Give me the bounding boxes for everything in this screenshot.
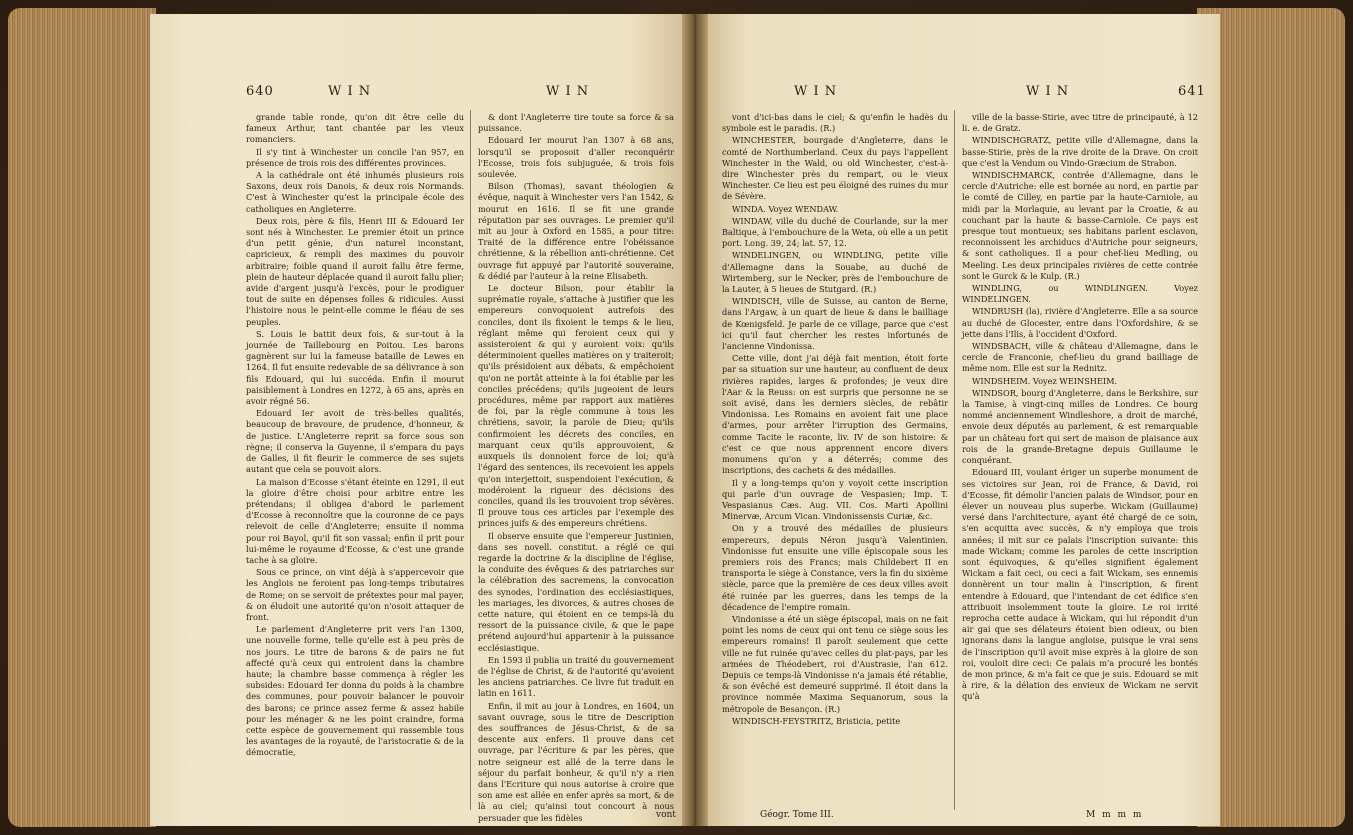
right-running-head-2: W I N [1026, 84, 1070, 99]
signature-footer: Géogr. Tome III. [760, 810, 834, 820]
text-paragraph: grande table ronde, qu'on dit être celle du fameux Arthur, tant chantée par les vieux romanciers. [246, 112, 464, 145]
text-paragraph: & dont l'Angleterre tire toute sa force & sa puissance. [478, 112, 674, 134]
left-running-head-1: W I N [328, 84, 372, 99]
text-paragraph: WINDLING, ou WINDLINGEN. Voyez WINDELINGEN. [962, 283, 1198, 305]
right-page [708, 14, 1220, 826]
text-paragraph: WINDISCHMARCK, contrée d'Allemagne, dans le cercle d'Autriche: elle est bornée au nord, en partie par le comté de Cilley, en partie par la haute-Carniole, au midi par la Morlaquie, au levant par la Croatie, & au couchant par la haute & basse-Carniole. Ce pays est presque tout montueux; ses habitans parlent esclavon, reconnoissent les archiducs d'Autriche pour seigneurs, & sont catholiques. Il a pour chef-lieu Medling, ou Meeling. Les deux principales rivières de cette contrée sont le Gurck & le Kulp. (R.) [962, 170, 1198, 281]
gathering-mark: M m m m [1086, 810, 1144, 820]
text-paragraph: Le docteur Bilson, pour établir la suprématie royale, s'attache à justifier que les empereurs convoquoient autrefois des conciles, dont ils fixoient le temps & le lieu, réglant même qui feroient ceux qui y assisteroient & qui y auroient voix: qu'ils déterminoient quelles matières on y traiteroit; qu'ils présidoient aux débats, & empêchoient qu'on ne portât atteinte à la foi établie par les conciles précédens; qu'ils jugeoient de leurs procédures, même par rapport aux matières de foi, par la règle commune à tous les chrétiens, savoir, la parole de Dieu; qu'ils confirmoient les décrets des conciles, en marquant ceux qu'ils approuvoient, & auxquels ils donnoient force de loi; qu'à l'égard des sentences, ils recevoient les appels qu'on interjettoit, suspendoient l'exécution, & modéroient la rigueur des décisions des conciles, quand ils les trouvoient trop sévères. Il prouve tous ces articles par l'exemple des princes juifs & des empereurs chrétiens. [478, 283, 674, 529]
text-paragraph: Il s'y tint à Winchester un concile l'an 957, en présence de trois rois des différentes provinces. [246, 146, 464, 168]
text-paragraph: vont d'ici-bas dans le ciel; & qu'enfin le hadès du symbole est le paradis. (R.) [722, 112, 948, 134]
text-paragraph: En 1593 il publia un traité du gouvernement de l'église de Christ, & de l'autorité qu'avoient les anciens patriarches. Ce livre fut traduit en latin en 1611. [478, 654, 674, 699]
book-gutter [682, 14, 708, 826]
text-paragraph: Edouard Ier avoit de très-belles qualités, beaucoup de bravoure, de prudence, d'honneur, & de justice. L'Angleterre reprit sa force sous son règne; il conserva la Guyenne, il s'empara du pays de Galles, il fit fleurir le commerce de ses sujets autant que cela se pouvoit alors. [246, 408, 464, 475]
text-paragraph: WINCHESTER, bourgade d'Angleterre, dans le comté de Northumberland. Ceux du pays l'appellent Winchester in the Wald, ou old Winchester, c'est-à-dire Winchester près du rempart, ou le vieux Winchester. Ce lieu est peu éloigné des ruines du mur de Sévère. [722, 135, 948, 202]
left-column-1 [246, 112, 464, 807]
text-paragraph: Vindonisse a été un siège épiscopal, mais on ne fait point les noms de ceux qui ont tenu ce siège sous les empereurs romains! Il paroît seulement que cette ville ne fut ruinée qu'avec celles du plat-pays, par les armées de Théodebert, roi d'Austrasie, l'an 612. Depuis ce temps-là Vindonisse n'a jamais été rétablie, & son évêché est demeuré supprimé. Il étoit dans la province nommée Maxima Sequanorum, sous la métropole de Besançon. (R.) [722, 613, 948, 714]
text-paragraph: WINDRUSH (la), rivière d'Angleterre. Elle a sa source au duché de Glocester, entre dans l'Oxfordshire, & se jette dans l'Ilis, à l'occident d'Oxford. [962, 306, 1198, 339]
text-paragraph: WINDSHEIM. Voyez WEINSHEIM. [972, 375, 1118, 386]
text-paragraph: Edouard Ier mourut l'an 1307 à 68 ans, lorsqu'il se proposoit d'aller reconquérir l'Ecosse, trois fois subjuguée, & trois fois soulevée. [478, 135, 674, 180]
right-page-number: 641 [1178, 84, 1206, 99]
right-running-head-1: W I N [794, 84, 838, 99]
text-paragraph: On y a trouvé des médailles de plusieurs empereurs, depuis Néron jusqu'à Valentinien. Vindonisse fut ensuite une ville épiscopale sous les premiers rois des Francs; mais Childebert II en transporta le siège à Constance, vers la fin du sixième siècle, parce que la première de ces deux villes avoit été ruinée par les guerres, dans les temps de la décadence de l'empire romain. [722, 523, 948, 612]
text-paragraph: WINDISCH-FEYSTRITZ, Bristicia, petite [732, 715, 901, 726]
text-paragraph: WINDSBACH, ville & château d'Allemagne, dans le cercle de Franconie, chef-lieu du grand bailliage de même nom. Elle est sur la Rednitz. [962, 341, 1198, 374]
text-paragraph: Deux rois, père & fils, Henri III & Edouard Ier sont nés à Winchester. Le premier étoit un prince d'un petit génie, d'un naturel inconstant, capricieux, & rempli des maximes du pouvoir arbitraire; foible quand il auroit fallu être ferme, plein de hauteur déplacée quand il auroit fallu plier; avide d'argent jusqu'à l'excès, pour le prodiguer tout de suite en dépenses folles & ridicules. Aussi l'histoire nous le peint-elle comme le fléau de ses peuples. [246, 215, 464, 327]
left-page-number: 640 [246, 84, 274, 99]
text-paragraph: WINDISCH, ville de Suisse, au canton de Berne, dans l'Argaw, à un quart de lieue & dans le bailliage de Kœnigsfeld. Je parle de ce village, parce que c'est ici qu'il faut chercher les restes infortunés de l'ancienne Vindonissa. [722, 296, 948, 352]
left-running-head-2: W I N [546, 84, 590, 99]
text-paragraph: A la cathédrale ont été inhumés plusieurs rois Saxons, deux rois Danois, & deux rois Normands. C'est à Winchester qu'est la principale école des catholiques en Angleterre. [246, 170, 464, 214]
text-paragraph: S. Louis le battit deux fois, & sur-tout à la journée de Taillebourg en Poitou. Les barons gagnèrent sur lui la fameuse bataille de Lewes en 1264. Il fut ensuite redevable de sa délivrance à son fils Edouard, qui lui succéda. Enfin il mourut paisiblement à Londres en 1272, à 65 ans, après en avoir régné 56. [246, 328, 464, 407]
catchword: vont [656, 810, 676, 820]
text-paragraph: Il observe ensuite que l'empereur Justinien, dans ses novell. constitut. a réglé ce qui regarde la doctrine & la discipline de l'église, la conduite des évêques & des patriarches sur la célébration des sacremens, la convocation des synodes, l'ordination des ecclésiastiques, les mariages, les divorces, & autres choses de cette nature, qui étoient en ce temps-là du ressort de la puissance civile, & que le pape prétend aujourd'hui appartenir à la puissance ecclésiastique. [478, 530, 674, 653]
text-paragraph: Enfin, il mit au jour à Londres, en 1604, un savant ouvrage, sous le titre de Description des souffrances de Jésus-Christ, & de sa descente aux enfers. Il prouve dans cet ouvrage, par l'écriture & par les pères, que notre seigneur est allé de la terre dans le séjour du parfait bonheur, & qu'il n'y a rien dans l'Ecriture qui nous autorise à croire que son ame est allée en enfer après sa mort, & de là au ciel; qu'ainsi tout concourt à nous persuader que les fidèles [478, 700, 674, 823]
left-page [150, 14, 682, 826]
text-paragraph: Edouard III, voulant ériger un superbe monument de ses victoires sur Jean, roi de France, & David, roi d'Ecosse, fit démolir l'ancien palais de Windsor, pour en élever un nouveau plus superbe. Wickam (Guillaume) versé dans l'architecture, ayant été chargé de ce soin, s'en acquitta avec succès, & n'y employa que trois années; il mit sur ce palais l'inscription suivante: this made Wickam; comme les paroles de cette inscription sont équivoques, & qu'elles signifient également Wickam a fait ceci, ou ceci a fait Wickam, ses ennemis donnèrent un tour malin à l'inscription, & firent entendre à Edouard, que l'intendant de cet édifice s'en attribuoit insolemment toute la gloire. Le roi irrité reprocha cette audace à Wickam, qui lui répondit d'un air gai que ses délateurs étoient bien odieux, ou bien ignorans dans la langue angloise, puisque le vrai sens de l'inscription qu'il avoit mise exprès à la gloire de son roi, vouloit dire ceci: Ce palais m'a procuré les bontés de mon prince, & m'a fait ce que je suis. Edouard se mit à rire, & la délation des envieux de Wickam ne servit qu'à [962, 467, 1198, 702]
text-paragraph: Bilson (Thomas), savant théologien & évêque, naquit à Winchester vers l'an 1542, & mourut en 1616. Il se fit une grande réputation par ses ouvrages. Le premier qu'il mit au jour à Oxford en 1585, a pour titre: Traité de la différence entre l'obéissance chrétienne, & la rébellion anti-chrétienne. Cet ouvrage fut appuyé par l'autorité souveraine, & dédié par l'auteur à la reine Elisabeth. [478, 181, 674, 281]
text-paragraph: Sous ce prince, on vint déjà à s'appercevoir que les Anglois ne feroient pas long-temps tributaires de Rome; on se servoit de prétextes pour mal payer, & on éludoit une autorité qu'on n'osoit attaquer de front. [246, 567, 464, 622]
right-column-1 [722, 112, 948, 807]
right-column-rule [954, 110, 955, 810]
text-paragraph: WINDISCHGRATZ, petite ville d'Allemagne, dans la basse-Stirie, près de la rive droite de la Drave. On croit que c'est la Vendum ou Vindo-Græcium de Strabon. [962, 135, 1198, 168]
text-paragraph: Il y a long-temps qu'on y voyoit cette inscription qui parle d'un ouvrage de Vespasien; Imp. T. Vespasianus Cæs. Aug. VII. Cos. Marti Apollini Minervæ, Arcum Vican. Vindonissensis Curiæ, &c. [722, 477, 948, 522]
right-column-2 [962, 112, 1198, 807]
text-paragraph: Le parlement d'Angleterre prit vers l'an 1300, une nouvelle forme, telle qu'elle est à peu près de nos jours. Le titre de barons & de pairs ne fut affecté qu'à ceux qui entroient dans la chambre haute; la chambre basse commença à régler les subsides: Edouard Ier donna du poids à la chambre des communes, pour pouvoir balancer le pouvoir des barons; ce prince assez ferme & assez habile pour les ménager & ne les point craindre, forma cette espèce de gouvernement qui rassemble tous les avantages de la royauté, de l'aristocratie & de la démocratie, [246, 624, 464, 758]
text-paragraph: WINDAW, ville du duché de Courlande, sur la mer Baltique, à l'embouchure de la Weta, où elle a un petit port. Long. 39, 24; lat. 57, 12. [722, 215, 948, 249]
text-paragraph: ville de la basse-Stirie, avec titre de principauté, à 12 li. e. de Gratz. [962, 112, 1198, 134]
text-paragraph: WINDSOR, bourg d'Angleterre, dans le Berkshire, sur la Tamise, à vingt-cinq milles de Londres. Ce bourg nommé anciennement Windleshore, a droit de marché, envoie deux députés au parlement, & est remarquable par un château fort qui sert de maison de plaisance aux rois de la grande-Bretagne depuis Guillaume le conquérant. [962, 387, 1198, 466]
text-paragraph: La maison d'Ecosse s'étant éteinte en 1291, il eut la gloire d'être choisi pour arbitre entre les prétendans; il obligea d'abord le parlement d'Ecosse à reconnoître que la couronne de ce pays relevoit de celle d'Angleterre; ensuite il nomma pour roi Bayol, qu'il fit son vassal; enfin il prit pour lui-même le royaume d'Ecosse, & c'est une grande tache à sa gloire. [246, 476, 464, 565]
text-paragraph: WINDELINGEN, ou WINDLING, petite ville d'Allemagne dans la Souabe, au duché de Wirtemberg, sur le Necker, près de l'embouchure de la Lauter, à 5 lieues de Stutgard. (R.) [722, 250, 948, 295]
text-paragraph: Cette ville, dont j'ai déjà fait mention, étoit forte par sa situation sur une hauteur, au confluent de deux rivières rapides, larges & profondes; je veux dire l'Aar & la Reuss: on est surpris que personne ne se soit avisé, dans les derniers siècles, de rebâtir Vindonissa. Les Romains en avoient fait une place d'armes, pour arrêter l'irruption des Germains, comme Tacite le raconte, liv. IV de son histoire: & c'est ce que nous apprennent encore divers monumens qu'on y a déterrés; comme des inscriptions, des cachets & des médailles. [722, 353, 948, 476]
left-column-rule [470, 110, 471, 810]
text-paragraph: WINDA. Voyez WENDAW. [732, 203, 839, 214]
left-page-edges [8, 8, 156, 827]
